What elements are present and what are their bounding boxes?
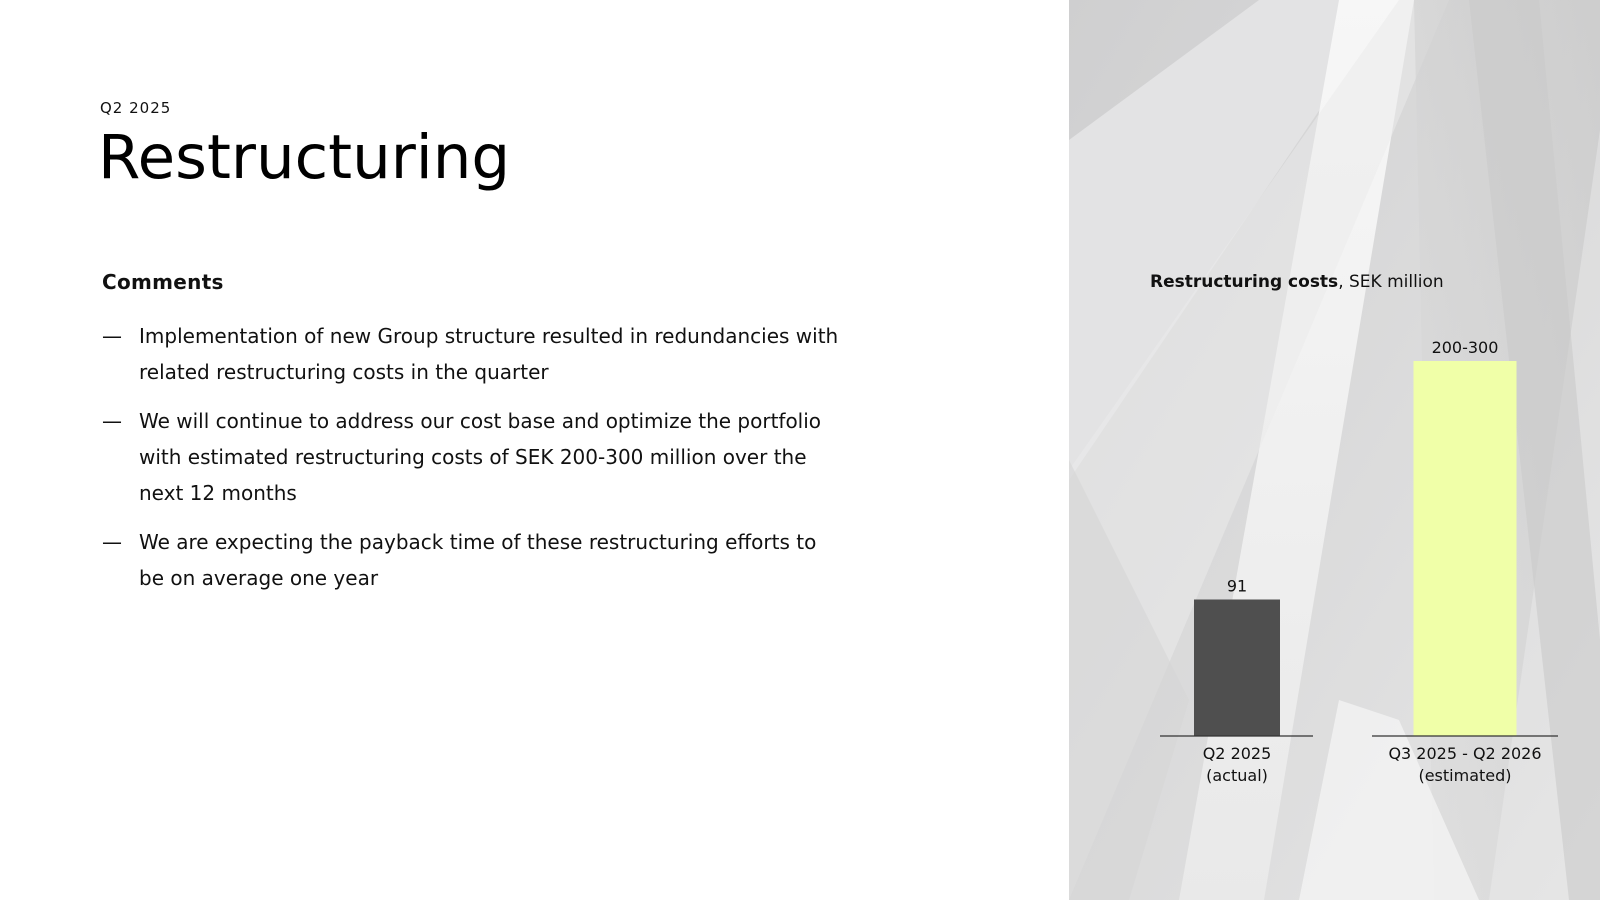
comment-item — [102, 524, 842, 596]
data-label: 91 — [1226, 576, 1248, 596]
dash-bullet-icon: — — [102, 409, 122, 433]
period-label: Q2 2025 — [100, 99, 172, 117]
chart-title-bold: Restructuring costs — [1150, 272, 1339, 292]
bar — [1414, 361, 1517, 736]
bar — [1194, 600, 1280, 737]
comment-text: We will continue to address our cost base and optimize the portfolio with estimated restructuring costs of SEK 200-300 million over the next 12 months — [139, 409, 822, 505]
comments-heading: Comments — [102, 270, 224, 294]
category-label: Q3 2025 - Q2 2026 — [1388, 744, 1542, 763]
category-label: (estimated) — [1418, 766, 1512, 785]
page-title: Restructuring — [98, 122, 511, 193]
comment-text: We are expecting the payback time of these restructuring efforts to be on average one year — [139, 530, 817, 590]
comment-item — [102, 318, 842, 390]
comment-text: Implementation of new Group structure resulted in redundancies with related restructuring costs in the quarter — [139, 324, 839, 384]
chart-title-unit: , SEK million — [1338, 272, 1444, 292]
data-label: 200-300 — [1431, 338, 1499, 357]
chart-panel — [1069, 0, 1600, 900]
dash-bullet-icon: — — [102, 324, 122, 348]
dash-bullet-icon: — — [102, 530, 122, 554]
category-label: (actual) — [1206, 766, 1268, 785]
category-label: Q2 2025 — [1202, 744, 1272, 763]
comment-item — [102, 403, 842, 511]
bar-chart — [1069, 0, 1600, 900]
comments-list — [102, 318, 842, 609]
